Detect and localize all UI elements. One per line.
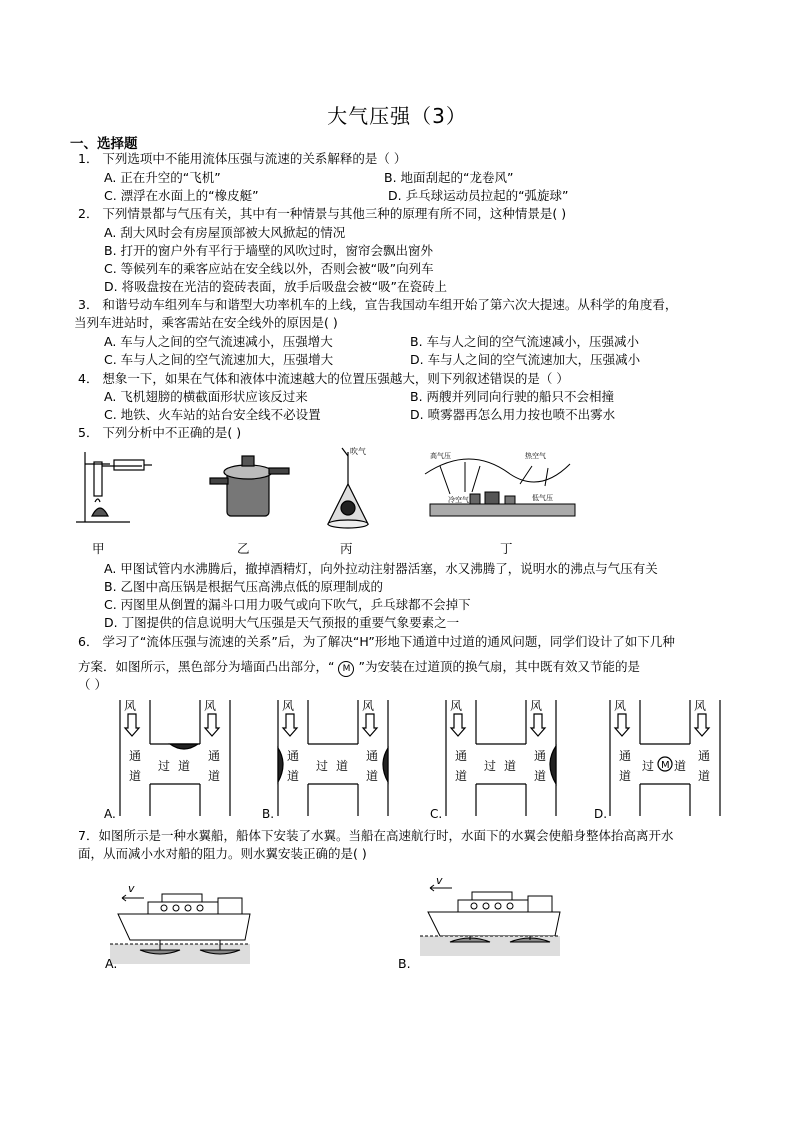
q4-stem: 4． 想象一下，如果在气体和液体中流速越大的位置压强越大，则下列叙述错误的是（ ）: [78, 371, 569, 386]
q1-option-a[interactable]: A. 正在升空的“飞机”: [104, 170, 221, 185]
q5-figures: [70, 444, 590, 554]
section-heading: 一、选择题: [70, 136, 138, 152]
fig-bing-label-blow: 吹气: [350, 447, 366, 456]
fan-label: M: [661, 760, 670, 771]
q5-stem: 5． 下列分析中不正确的是( ): [78, 425, 242, 440]
q1-option-b[interactable]: B. 地面刮起的“龙卷风”: [384, 170, 514, 185]
fig-ding-label-low: 低气压: [532, 494, 553, 502]
crossing-label-1: 过: [642, 759, 655, 773]
passage-label-right-1: 通: [698, 749, 711, 763]
wind-label-right: 风: [204, 699, 217, 713]
q5-option-c[interactable]: C. 丙图里从倒置的漏斗口用力吸气或向下吹气，乒乓球都不会掉下: [104, 597, 471, 612]
q3-option-b[interactable]: B. 车与人之间的空气流速减小，压强减小: [410, 334, 640, 349]
q7-option-a[interactable]: A.: [105, 956, 118, 971]
q7-hydrofoil-figures: [100, 876, 580, 972]
wind-label-right: 风: [362, 699, 375, 713]
q6-stem-cont2: （ ）: [78, 677, 107, 692]
hydrofoil-figure-a: [110, 894, 250, 964]
crossing-label-1: 过: [316, 759, 329, 773]
q4-option-c[interactable]: C. 地铁、火车站的站台安全线不必设置: [104, 407, 321, 422]
q3-stem: 3． 和谐号动车组列车与和谐型大功率机车的上线，宣告我国动车组开始了第六次大提速。从科学的角度看，: [78, 297, 678, 312]
q6-diagrams: [100, 698, 730, 822]
passage-label-right-2: 道: [698, 769, 711, 783]
q3-option-a[interactable]: A. 车与人之间的空气流速减小，压强增大: [104, 334, 333, 349]
hydrofoil-figure-b: [420, 885, 560, 956]
fig-jia-apparatus: [76, 452, 152, 522]
passage-label-left-1: 通: [455, 749, 468, 763]
q2-option-b[interactable]: B. 打开的窗户外有平行于墙壁的风吹过时，窗帘会飘出窗外: [104, 243, 434, 258]
fig-label-yi: 乙: [237, 541, 250, 556]
velocity-label-b: v: [436, 876, 443, 887]
passage-label-right-2: 道: [208, 769, 221, 783]
passage-label-left-2: 道: [129, 769, 142, 783]
passage-label-right-1: 通: [534, 749, 547, 763]
q4-option-a[interactable]: A. 飞机翅膀的横截面形状应该反过来: [104, 389, 308, 404]
wind-label-left: 风: [450, 699, 463, 713]
wind-label-right: 风: [694, 699, 707, 713]
q5-option-b[interactable]: B. 乙图中高压锅是根据气压高沸点低的原理制成的: [104, 579, 384, 594]
q7-stem: 7．如图所示是一种水翼船，船体下安装了水翼。当船在高速航行时，水面下的水翼会使船身整体抬高离开水: [78, 828, 674, 843]
q6-option-a[interactable]: A.: [104, 807, 116, 821]
q7-stem-cont: 面，从而减小水对船的阻力。则水翼安装正确的是( ): [78, 846, 367, 861]
fig-label-jia: 甲: [92, 541, 105, 556]
fig-ding-label-hot: 热空气: [525, 452, 546, 460]
wind-label-left: 风: [124, 699, 137, 713]
fig-ding-weather: [425, 459, 575, 516]
passage-label-left-1: 通: [619, 749, 632, 763]
q3-stem-cont: 当列车进站时，乘客需站在安全线外的原因是( ): [74, 315, 338, 330]
q5-option-a[interactable]: A. 甲图试管内水沸腾后，撤掉酒精灯，向外拉动注射器活塞，水又沸腾了，说明水的沸点与气压有关: [104, 561, 658, 576]
page-title: 大气压强（3）: [327, 104, 467, 128]
passage-label-right-2: 道: [534, 769, 547, 783]
wind-label-left: 风: [614, 699, 627, 713]
q6-stem-part-b: ”为安装在过道顶的换气扇，其中既有效又节能的是: [358, 659, 640, 674]
fig-yi-pressure-cooker: [210, 456, 289, 516]
q1-option-c[interactable]: C. 漂浮在水面上的“橡皮艇”: [104, 188, 259, 203]
passage-label-left-1: 通: [129, 749, 142, 763]
fig-ding-label-high: 高气压: [430, 452, 451, 460]
fig-ding-label-cold: 冷空气: [448, 496, 469, 504]
wind-label-left: 风: [282, 699, 295, 713]
q2-stem: 2． 下列情景都与气压有关，其中有一种情景与其他三种的原理有所不同，这种情景是( ): [78, 206, 567, 221]
q2-option-a[interactable]: A. 刮大风时会有房屋顶部被大风掀起的情况: [104, 225, 346, 240]
q6-option-c[interactable]: C.: [430, 807, 443, 821]
passage-label-left-2: 道: [619, 769, 632, 783]
q6-option-d[interactable]: D.: [594, 807, 608, 821]
fig-label-bing: 丙: [340, 541, 353, 556]
q6-stem-cont: [78, 658, 640, 677]
passage-label-left-1: 通: [287, 749, 300, 763]
fig-label-ding: 丁: [500, 541, 513, 556]
passage-label-right-1: 通: [208, 749, 221, 763]
crossing-label-2: 道: [178, 759, 191, 773]
q2-option-d[interactable]: D. 将吸盘按在光洁的瓷砖表面，放手后吸盘会被“吸”在瓷砖上: [104, 279, 448, 294]
q2-option-c[interactable]: C. 等候列车的乘客应站在安全线以外，否则会被“吸”向列车: [104, 261, 434, 276]
q6-fan-icon: M: [338, 661, 354, 677]
q7-option-b[interactable]: B.: [398, 956, 411, 971]
passage-label-left-2: 道: [287, 769, 300, 783]
crossing-label-1: 过: [484, 759, 497, 773]
crossing-label-2: 道: [674, 759, 687, 773]
q1-option-d[interactable]: D. 乒乓球运动员拉起的“弧旋球”: [388, 188, 569, 203]
passage-label-right-1: 通: [366, 749, 379, 763]
velocity-label-a: v: [128, 882, 135, 895]
q6-option-b[interactable]: B.: [262, 807, 275, 821]
crossing-label-2: 道: [504, 759, 517, 773]
q3-option-c[interactable]: C. 车与人之间的空气流速加大，压强增大: [104, 352, 334, 367]
q6-stem-part-a: 方案．如图所示，黑色部分为墙面凸出部分，“: [78, 659, 335, 674]
q6-stem: 6． 学习了“流体压强与流速的关系”后，为了解决“H”形地下通道中过道的通风问题，同学们设计了如下几种: [78, 634, 675, 649]
q5-option-d[interactable]: D. 丁图提供的信息说明大气压强是天气预报的重要气象要素之一: [104, 615, 460, 630]
q3-option-d[interactable]: D. 车与人之间的空气流速加大，压强减小: [410, 352, 641, 367]
passage-label-right-2: 道: [366, 769, 379, 783]
passage-label-left-2: 道: [455, 769, 468, 783]
q4-option-d[interactable]: D. 喷雾器再怎么用力按也喷不出雾水: [410, 407, 616, 422]
crossing-label-2: 道: [336, 759, 349, 773]
crossing-label-1: 过: [158, 759, 171, 773]
q4-option-b[interactable]: B. 两艘并列同向行驶的船只不会相撞: [410, 389, 615, 404]
wind-label-right: 风: [530, 699, 543, 713]
q1-stem: 1． 下列选项中不能用流体压强与流速的关系解释的是（ ）: [78, 151, 407, 166]
fig-bing-funnel: [328, 448, 368, 528]
